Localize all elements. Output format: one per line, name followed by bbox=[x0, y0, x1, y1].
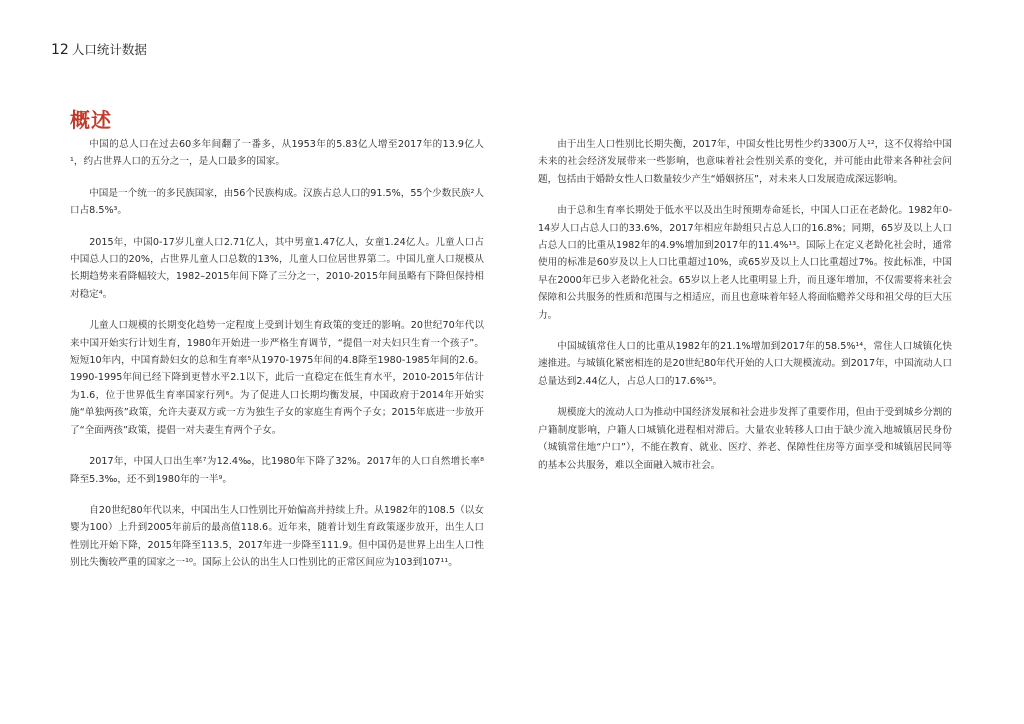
paragraph: 由于总和生育率长期处于低水平以及出生时预期寿命延长，中国人口正在老龄化。1982年0-14岁人口占总人口的33.6%，2017年相应年龄组只占总人口的16.8%；同期，65岁及以上人口占总人口的比重从1982年的4.9%增加到2017年的11.4%¹³。国际上在定义老龄化社会时，通常使用的标准是60岁及以上人口比重超过10%，或65岁及以上人口比重超过7%。按此标准，中国早在2000年已步入老龄化社会。65岁以上老人比重明显上升，而且逐年增加，不仅需要将来社会保障和公共服务的性质和范围与之相适应，而且也意味着年轻人将面临赡养父母和祖父母的巨大压力。 bbox=[538, 205, 952, 321]
paragraph: 自20世纪80年代以来，中国出生人口性别比开始偏高并持续上升。从1982年的108.5（以女婴为100）上升到2005年前后的最高值118.6。近年来，随着计划生育政策逐步放开，出生人口性别比开始下降，2015年降至113.5，2017年进一步降至111.9。但中国仍是世界上出生人口性别比失衡较严重的国家之一¹⁰。国际上公认的出生人口性别比的正常区间应为103到107¹¹。 bbox=[70, 504, 484, 569]
left-column bbox=[70, 136, 484, 586]
right-column bbox=[538, 136, 952, 488]
paragraph: 2017年，中国人口出生率⁷为12.4‰，比1980年下降了32%。2017年的人口自然增长率⁸降至5.3‰，还不到1980年的一半⁹。 bbox=[70, 456, 484, 485]
paragraph: 中国城镇常住人口的比重从1982年的21.1%增加到2017年的58.5%¹⁴，常住人口城镇化快速推进。与城镇化紧密相连的是20世纪80年代开始的人口大规模流动。到2017年，中国流动人口总量达到2.44亿人，占总人口的17.6%¹⁵。 bbox=[538, 341, 952, 387]
paragraph: 中国的总人口在过去60多年间翻了一番多，从1953年的5.83亿人增至2017年的13.9亿人¹，约占世界人口的五分之一，是人口最多的国家。 bbox=[70, 139, 484, 168]
page-number: 12 bbox=[51, 42, 69, 58]
section-title: 概述 bbox=[70, 108, 112, 132]
paragraph: 规模庞大的流动人口为推动中国经济发展和社会进步发挥了重要作用，但由于受到城乡分割的户籍制度影响，户籍人口城镇化进程相对滞后。大量农业转移人口由于缺少流入地城镇居民身份（城镇常住地“户口”），不能在教育、就业、医疗、养老、保障性住房等方面享受和城镇居民同等的基本公共服务，难以全面融入城市社会。 bbox=[538, 407, 952, 471]
paragraph: 儿童人口规模的长期变化趋势一定程度上受到计划生育政策的变迁的影响。20世纪70年代以来中国开始实行计划生育，1980年开始进一步严格生育调节，“提倡一对夫妇只生育一个孩子”。短短10年内，中国育龄妇女的总和生育率⁵从1970-1975年间的4.8降至1980-1985年间的2.6。1990-1995年间已经下降到更替水平2.1以下，此后一直稳定在低生育水平，2010-2015年估计为1.6，位于世界低生育率国家行列⁶。为了促进人口长期均衡发展，中国政府于2014年开始实施“单独两孩”政策，允许夫妻双方或一方为独生子女的家庭生育两个子女；2015年底进一步放开了“全面两孩”政策，提倡一对夫妻生育两个子女。 bbox=[70, 320, 484, 436]
paragraph: 中国是一个统一的多民族国家，由56个民族构成。汉族占总人口的91.5%，55个少数民族²人口占8.5%³。 bbox=[70, 187, 484, 217]
paragraph: 2015年，中国0-17岁儿童人口2.71亿人，其中男童1.47亿人，女童1.24亿人。儿童人口占中国总人口的20%，占世界儿童人口总数的13%，儿童人口位居世界第二。中国儿童人口规模从长期趋势来看降幅较大，1982–2015年间下降了三分之一，2010-2015年间虽略有下降但保持相对稳定⁴。 bbox=[70, 236, 484, 300]
section-name: 人口统计数据 bbox=[71, 42, 147, 57]
paragraph: 由于出生人口性别比长期失衡，2017年，中国女性比男性少约3300万人¹²，这不仅将给中国未来的社会经济发展带来一些影响，也意味着社会性别关系的变化，并可能由此带来各种社会问题，包括由于婚龄女性人口数量较少产生“婚姻挤压”，对未来人口发展造成深远影响。 bbox=[538, 139, 952, 185]
running-header bbox=[51, 40, 147, 58]
